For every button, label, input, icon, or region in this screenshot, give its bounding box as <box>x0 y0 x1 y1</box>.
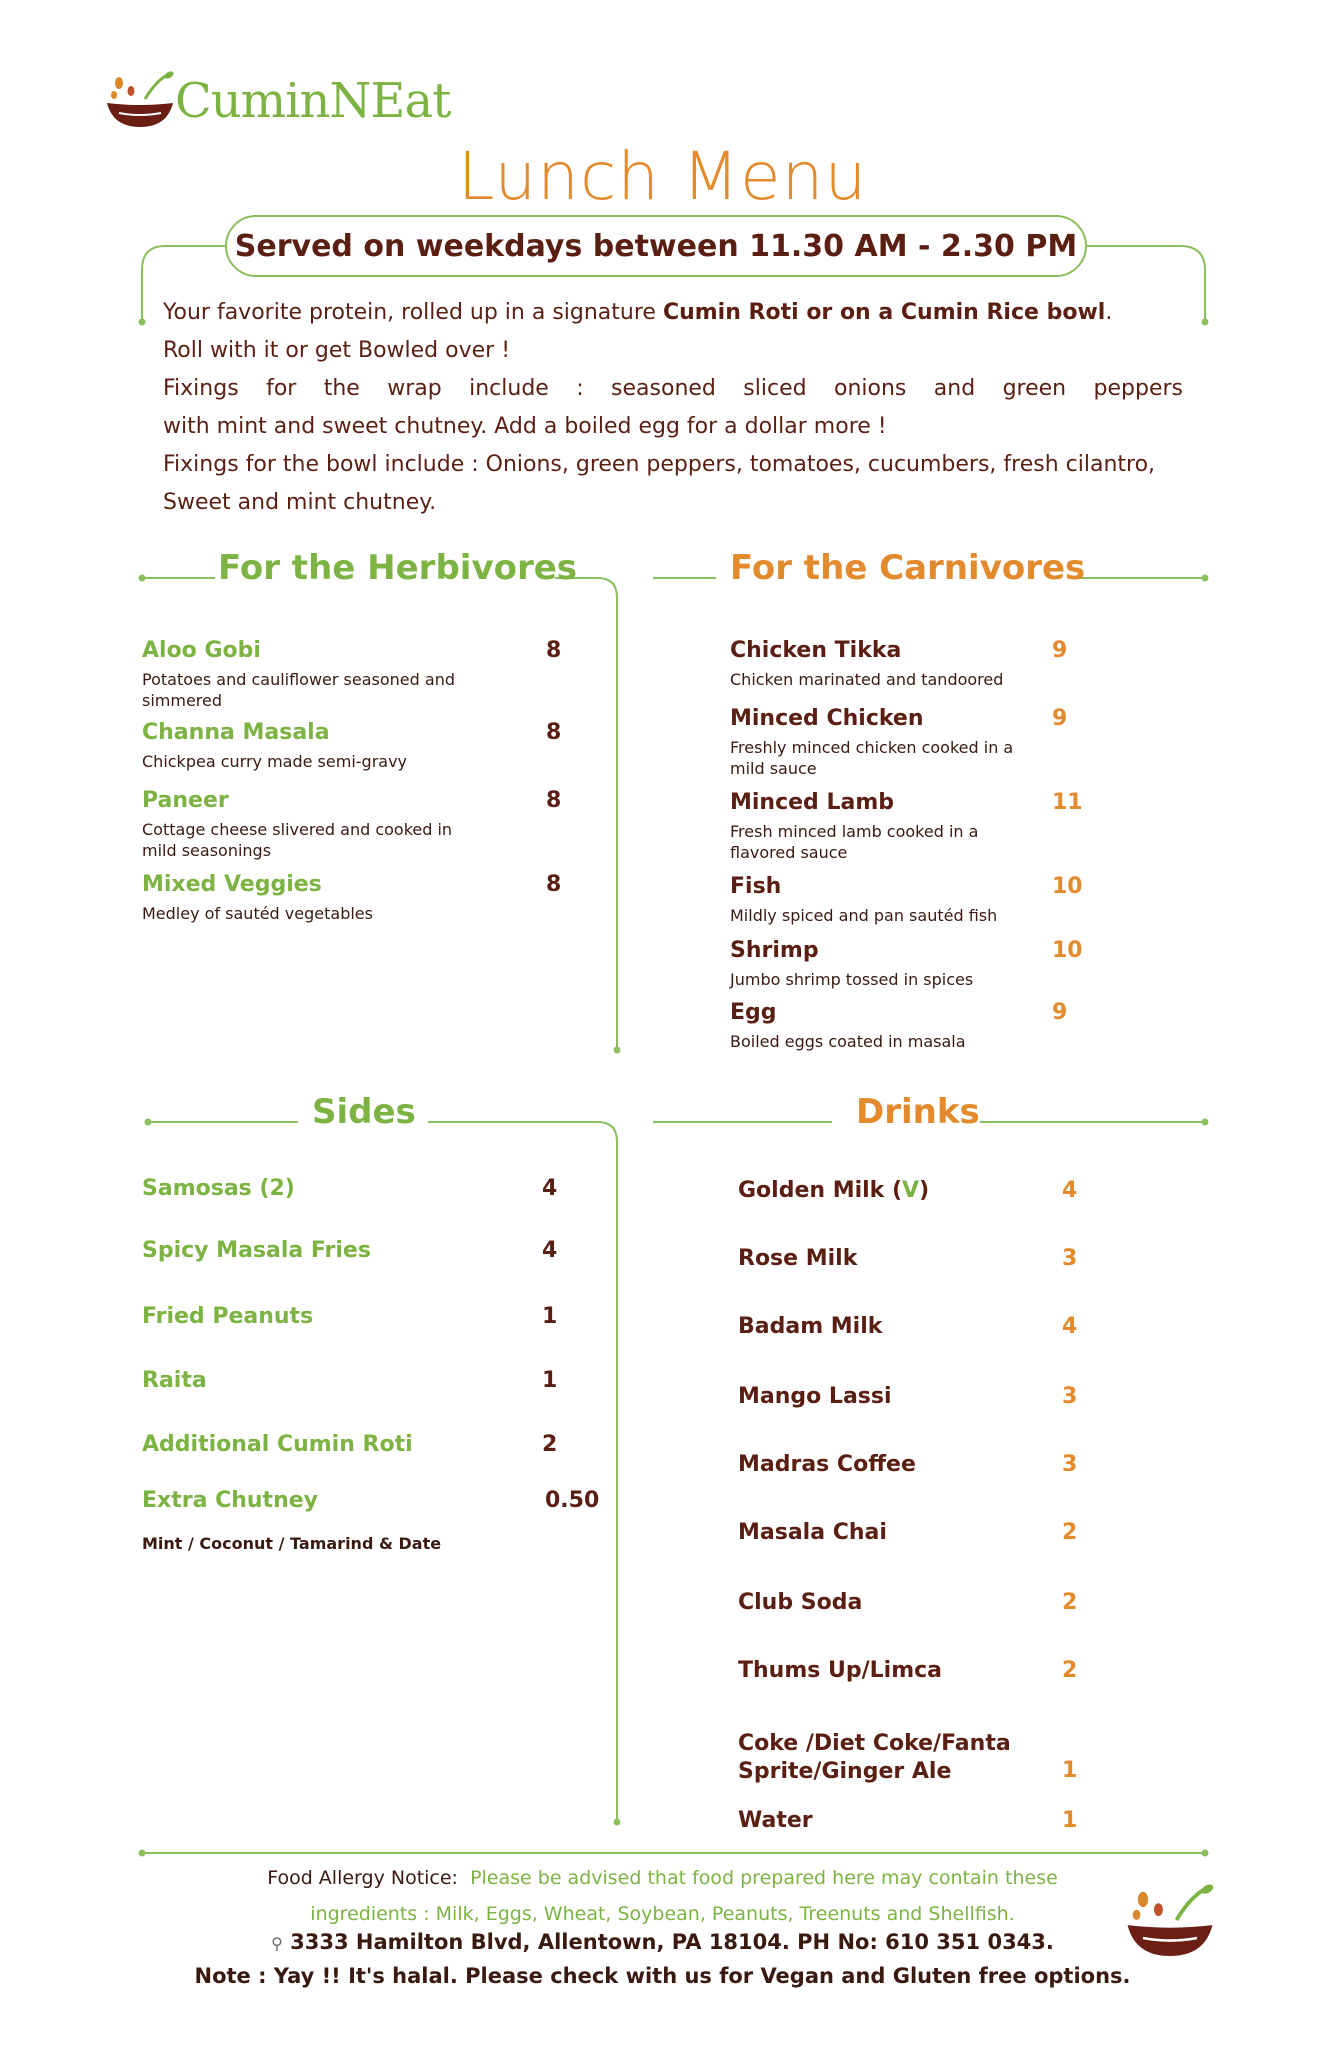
drink-item-name: Badam Milk <box>738 1314 883 1339</box>
item-desc: Freshly minced chicken cooked in a mild sauce <box>730 738 1014 778</box>
item-price: 10 <box>1052 938 1083 963</box>
coke-line-2: Sprite/Ginger Ale <box>738 1759 952 1784</box>
carnivore-item <box>730 790 1060 863</box>
item-name: Fish <box>730 874 782 899</box>
carnivore-item <box>730 938 1060 990</box>
drink-item-name: Masala Chai <box>738 1520 887 1545</box>
herbivores-title: For the Herbivores <box>218 548 578 588</box>
herbivore-item <box>142 872 562 924</box>
drink-item-price: 2 <box>1062 1520 1078 1545</box>
item-name: Channa Masala <box>142 720 330 745</box>
item-price: 11 <box>1052 790 1083 815</box>
side-item-name: Samosas (2) <box>142 1176 295 1201</box>
drink-item-name: Mango Lassi <box>738 1384 892 1409</box>
side-item-name: Raita <box>142 1368 207 1393</box>
side-item-price: 1 <box>542 1304 558 1329</box>
item-price: 8 <box>546 788 562 813</box>
drink-item-price: 2 <box>1062 1590 1078 1615</box>
carnivore-item <box>730 1000 1060 1052</box>
drink-item-price: 1 <box>1062 1808 1078 1833</box>
drink-item-price: 4 <box>1062 1178 1078 1203</box>
drink-item-name: Thums Up/Limca <box>738 1658 943 1683</box>
allergy-line-1: Food Allergy Notice: Please be advised that food prepared here may contain these <box>267 1867 1058 1889</box>
carnivores-title: For the Carnivores <box>730 548 1086 588</box>
item-price: 9 <box>1052 638 1068 663</box>
intro-text <box>163 294 1183 522</box>
side-item-name: Additional Cumin Roti <box>142 1432 413 1457</box>
item-desc: Fresh minced lamb cooked in a flavored sauce <box>730 822 979 862</box>
item-name: Shrimp <box>730 938 819 963</box>
intro-line-4: with mint and sweet chutney. Add a boiled egg for a dollar more ! <box>163 414 887 439</box>
intro-line-6: Sweet and mint chutney. <box>163 490 437 515</box>
side-item-price: 4 <box>542 1238 558 1263</box>
drink-item-price: 2 <box>1062 1658 1078 1683</box>
intro-line-2: Roll with it or get Bowled over ! <box>163 338 511 363</box>
carnivore-item <box>730 638 1060 690</box>
item-name: Aloo Gobi <box>142 638 261 663</box>
bowl-icon <box>105 69 175 129</box>
brand-logo <box>105 65 451 145</box>
chutney-options: Mint / Coconut / Tamarind & Date <box>142 1534 442 1553</box>
served-hours: Served on weekdays between 11.30 AM - 2.30 PM <box>225 215 1087 277</box>
intro-line-3: Fixings for the wrap include : seasoned sliced onions and green peppers <box>163 376 1183 401</box>
drink-item-price: 4 <box>1062 1314 1078 1339</box>
vegan-mark: V <box>902 1178 920 1203</box>
item-desc: Chicken marinated and tandoored <box>730 670 1004 689</box>
item-desc: Cottage cheese slivered and cooked in mild seasonings <box>142 820 453 860</box>
allergy-line-2: ingredients : Milk, Eggs, Wheat, Soybean, Peanuts, Treenuts and Shellfish. <box>310 1903 1015 1925</box>
herbivore-item <box>142 638 562 711</box>
location-pin-icon: ⚲ <box>271 1934 283 1953</box>
item-desc: Mildly spiced and pan sautéd fish <box>730 906 998 925</box>
item-price: 9 <box>1052 1000 1068 1025</box>
item-desc: Medley of sautéd vegetables <box>142 904 373 923</box>
item-desc: Jumbo shrimp tossed in spices <box>730 970 974 989</box>
side-item-name: Extra Chutney <box>142 1488 318 1513</box>
drink-item-name: Rose Milk <box>738 1246 858 1271</box>
drink-item-price: 3 <box>1062 1384 1078 1409</box>
item-price: 9 <box>1052 706 1068 731</box>
item-desc: Boiled eggs coated in masala <box>730 1032 966 1051</box>
drink-item-name: Club Soda <box>738 1590 863 1615</box>
halal-note: Note : Yay !! It's halal. Please check with us for Vegan and Gluten free options. <box>194 1964 1131 1988</box>
herbivore-item <box>142 788 562 861</box>
brand-name: CuminNEat <box>175 73 451 129</box>
drink-item-name <box>738 1730 1011 1786</box>
intro-line-5: Fixings for the bowl include : Onions, green peppers, tomatoes, cucumbers, fresh cilantro, <box>163 452 1156 477</box>
carnivore-item <box>730 706 1060 779</box>
drink-item-price: 3 <box>1062 1246 1078 1271</box>
item-price: 10 <box>1052 874 1083 899</box>
item-name: Paneer <box>142 788 229 813</box>
item-name: Mixed Veggies <box>142 872 322 897</box>
address: ⚲ 3333 Hamilton Blvd, Allentown, PA 18104. PH No: 610 351 0343. <box>271 1930 1054 1954</box>
item-price: 8 <box>546 720 562 745</box>
intro-line-1: Your favorite protein, rolled up in a signature Cumin Roti or on a Cumin Rice bowl. <box>163 300 1113 325</box>
item-name: Chicken Tikka <box>730 638 902 663</box>
coke-line-1: Coke /Diet Coke/Fanta <box>738 1731 1011 1756</box>
item-desc: Chickpea curry made semi-gravy <box>142 752 408 771</box>
allergy-label: Food Allergy Notice: <box>267 1867 458 1889</box>
drink-item-name: Madras Coffee <box>738 1452 916 1477</box>
drink-item-price: 3 <box>1062 1452 1078 1477</box>
item-name: Egg <box>730 1000 777 1025</box>
side-item-price: 1 <box>542 1368 558 1393</box>
carnivore-item <box>730 874 1060 926</box>
side-item-name: Fried Peanuts <box>142 1304 314 1329</box>
drink-item-price: 1 <box>1062 1758 1078 1783</box>
side-item-price: 4 <box>542 1176 558 1201</box>
item-price: 8 <box>546 872 562 897</box>
drink-item-name: Golden Milk (V) <box>738 1178 930 1203</box>
item-price: 8 <box>546 638 562 663</box>
herbivore-item <box>142 720 562 772</box>
sides-title: Sides <box>312 1092 416 1132</box>
side-item-price: 0.50 <box>545 1488 600 1513</box>
item-name: Minced Chicken <box>730 706 924 731</box>
drinks-title: Drinks <box>856 1092 980 1132</box>
item-name: Minced Lamb <box>730 790 895 815</box>
drink-item-name: Water <box>738 1808 813 1833</box>
side-item-price: 2 <box>542 1432 558 1457</box>
side-item-name: Spicy Masala Fries <box>142 1238 371 1263</box>
page-title: Lunch Menu <box>457 138 868 215</box>
item-desc: Potatoes and cauliflower seasoned and simmered <box>142 670 455 710</box>
